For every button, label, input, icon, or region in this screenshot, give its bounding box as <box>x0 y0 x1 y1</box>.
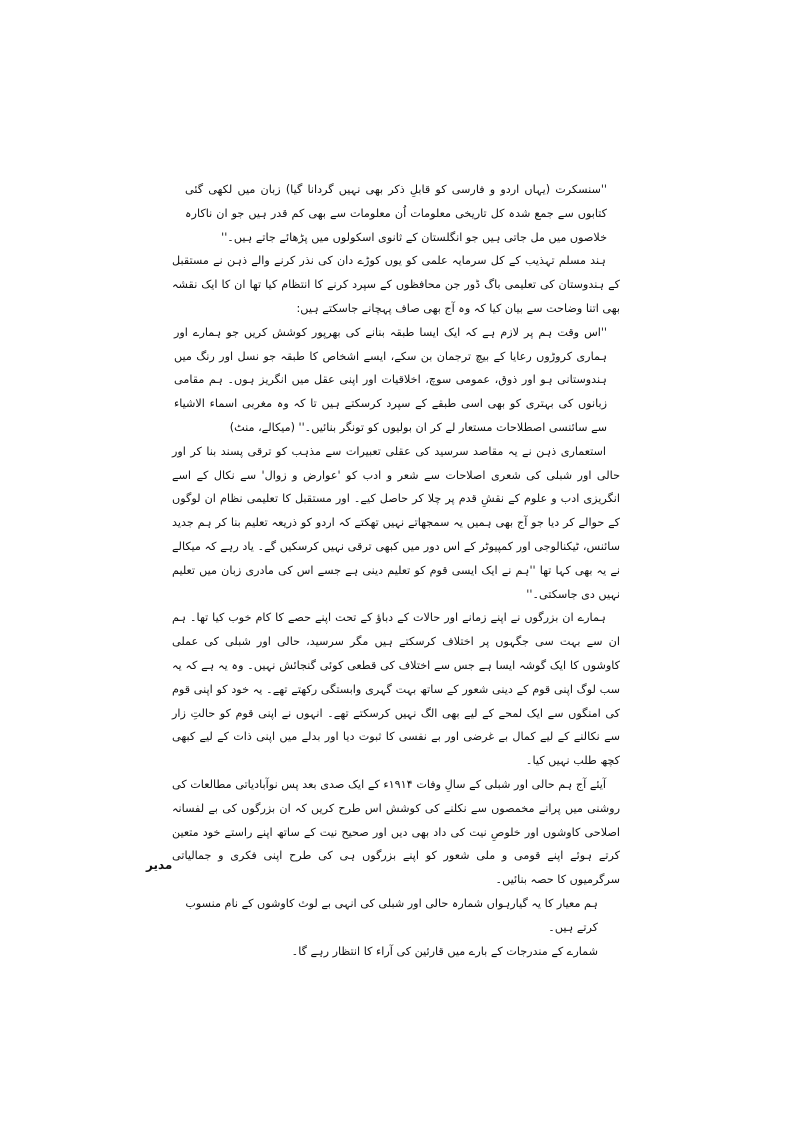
editorial-body <box>172 178 620 963</box>
paragraph-colonial-mind: استعماری ذہن نے یہ مقاصد سرسید کی عقلی تعبیرات سے مذہب کو ترقی پسند بنا کر اور حالی اور شبلی کی شعری اصلاحات سے شعر و ادب کو 'عوارض و زوال' سے نکال کے اسے انگریزی ادب و علوم کے نقشِ قدم پر چلا کر حاصل کیے۔ اور مستقبل کا تعلیمی نظام ان لوگوں کے حوالے کر دیا جو آج بھی ہمیں یہ سمجھاتے نہیں تھکتے کہ اردو کو ذریعہ تعلیم بنا کر ہم جدید سائنس، ٹیکنالوجی اور کمپیوٹر کے اس دور میں کبھی ترقی نہیں کرسکیں گے۔ یاد رہے کہ میکالے نے یہ بھی کہا تھا ''ہم نے ایک ایسی قوم کو تعلیم دینی ہے جسے اس کی مادری زبان میں تعلیم نہیں دی جاسکتی۔'' <box>172 444 620 601</box>
paragraph-elders: ہمارے ان بزرگوں نے اپنے زمانے اور حالات کے دباؤ کے تحت اپنے حصے کا کام خوب کیا تھا۔ ہم ان سے بہت سی جگہوں پر اختلاف کرسکتے ہیں مگر سرسید، حالی اور شبلی کی عملی کاوشوں کا ایک گوشہ ایسا ہے جس سے اختلاف کی قطعی کوئی گنجائش نہیں۔ وہ یہ ہے کہ یہ سب لوگ اپنی قوم کے دینی شعور کے ساتھ بہت گہری وابستگی رکھتے تھے۔ یہ خود کو اپنی قوم کی امنگوں سے ایک لمحے کے لیے بھی الگ نہیں کرسکتے تھے۔ انہوں نے اپنی قوم کو حالتِ زار سے نکالنے کے لیے کمال بے غرضی اور بے نفسی کا ثبوت دیا اور بدلے میں اپنی ذات کے لیے کبھی کچھ طلب نہیں کیا۔ <box>172 611 620 768</box>
paragraph-appeal: آیئے آج ہم حالی اور شبلی کے سالِ وفات ۱۹۱۴ء کے ایک صدی بعد پس نوآبادیاتی مطالعات کی روشنی میں پرانے مخمصوں سے نکلنے کی کوشش اس طرح کریں کہ ان بزرگوں کی بے لفسانہ اصلاحی کاوشوں اور خلوصِ نیت کی داد بھی دیں اور صحیح نیت کے ساتھ اپنے راستے خود متعین کرتے ہوئے اپنے قومی و ملی شعور کو اپنے بزرگوں ہی کی طرح اپنی فکری و جمالیاتی سرگرمیوں کا حصہ بنائیں۔ <box>172 777 620 887</box>
paragraph-heritage: ہند مسلم تہذیب کے کل سرمایہ علمی کو یوں کوڑے دان کی نذر کرنے والے ذہن نے مستقبل کے ہندوستان کی تعلیمی باگ ڈور جن محافظوں کے سپرد کرنے کا انتظام کیا تھا ان کا ایک نقشہ بھی اتنا وضاحت سے بیان کیا کہ وہ آج بھی صاف پہچانے جاسکتے ہیں: <box>172 254 620 315</box>
paragraph-quote-macaulay: ''اس وقت ہم پر لازم ہے کہ ایک ایسا طبقہ بنانے کی بھرپور کوشش کریں جو ہمارے اور ہماری کروڑوں رعایا کے بیچ ترجمان بن سکے، ایسے اشخاص کا طبقہ جو نسل اور رنگ میں ہندوستانی ہو اور ذوق، عمومی سوچ، اخلاقیات اور اپنی عقل میں انگریز ہوں۔ ہم مقامی زبانوں کی بہتری کو بھی اسی طبقے کے سپرد کرسکتے ہیں تا کہ وہ مغربی اسماء الاشیاء سے سائنسی اصطلاحات مستعار لے کر ان بولیوں کو تونگر بنائیں۔'' (میکالے، منٹ) <box>174 325 607 434</box>
closing-line-dedication: ہم معیار کا یہ گیارہواں شمارہ حالی اور شبلی کی انہی بے لوث کاوشوں کے نام منسوب کرتے ہیں۔ <box>185 896 598 934</box>
paragraph-quote-sanskrit: ''سنسکرت (یہاں اردو و فارسی کو قابلِ ذکر بھی نہیں گردانا گیا) زبان میں لکھی گئی کتابوں سے جمع شدہ کل تاریخی معلومات اُن معلومات سے بھی کم قدر ہیں جو ان ناکارہ خلاصوں میں مل جاتی ہیں جو انگلستان کے ثانوی اسکولوں میں پڑھائے جاتے ہیں۔'' <box>185 183 607 244</box>
editor-signature: مدیر <box>146 858 173 872</box>
closing-line-feedback: شمارے کے مندرجات کے بارے میں قارئین کی آراء کا انتظار رہے گا۔ <box>291 944 598 958</box>
